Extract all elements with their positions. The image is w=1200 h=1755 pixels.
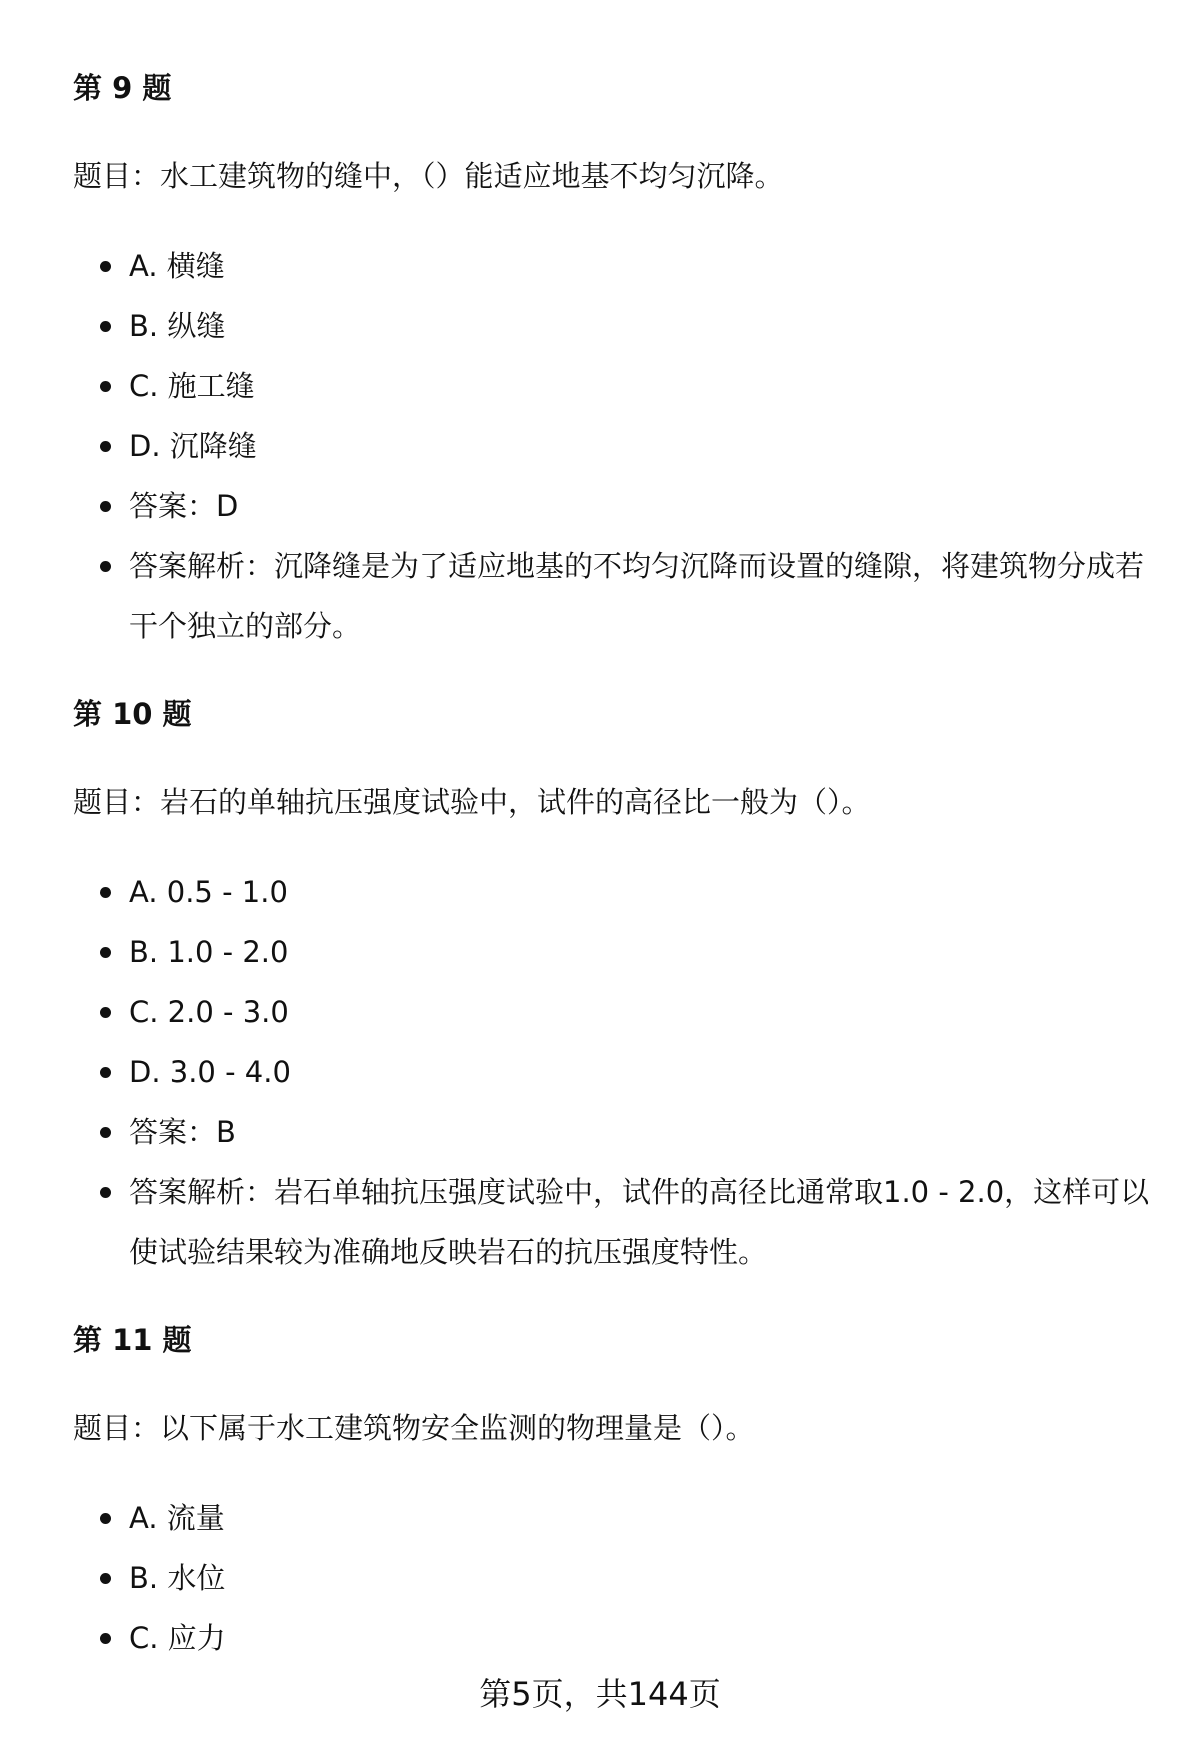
bullet-icon xyxy=(100,887,111,898)
page-footer: 第5页，共144页 xyxy=(479,1675,721,1713)
option-item xyxy=(73,356,1153,416)
answer-item xyxy=(73,476,1153,536)
option-text: A. 0.5 - 1.0 xyxy=(129,875,288,909)
option-text: A. 横缝 xyxy=(129,249,225,283)
option-text: B. 纵缝 xyxy=(129,309,226,343)
bullet-icon xyxy=(100,441,111,452)
question-9 xyxy=(73,68,1153,656)
option-item xyxy=(73,922,1153,982)
bullet-icon xyxy=(100,381,111,392)
question-heading: 第 9 题 xyxy=(73,71,172,105)
bullet-icon xyxy=(100,947,111,958)
question-stem: 题目：水工建筑物的缝中，（）能适应地基不均匀沉降。 xyxy=(73,159,784,193)
option-list xyxy=(73,862,1153,1282)
option-text: C. 施工缝 xyxy=(129,369,255,403)
option-text: A. 流量 xyxy=(129,1501,225,1535)
bullet-icon xyxy=(100,1067,111,1078)
option-item xyxy=(73,982,1153,1042)
bullet-icon xyxy=(100,1007,111,1018)
option-list xyxy=(73,236,1153,656)
explanation-item xyxy=(73,536,1153,656)
option-text: B. 1.0 - 2.0 xyxy=(129,935,289,969)
question-stem: 题目：岩石的单轴抗压强度试验中，试件的高径比一般为（）。 xyxy=(73,785,871,819)
bullet-icon xyxy=(100,561,111,572)
option-item xyxy=(73,236,1153,296)
option-text: B. 水位 xyxy=(129,1561,226,1595)
option-item xyxy=(73,862,1153,922)
option-item xyxy=(73,1488,1153,1548)
option-text: C. 应力 xyxy=(129,1621,226,1655)
option-item xyxy=(73,1548,1153,1608)
question-heading: 第 10 题 xyxy=(73,697,192,731)
explanation-text: 答案解析：岩石单轴抗压强度试验中，试件的高径比通常取1.0 - 2.0，这样可以使试验结果较为准确地反映岩石的抗压强度特性。 xyxy=(129,1175,1150,1269)
answer-text: 答案：B xyxy=(129,1115,236,1149)
bullet-icon xyxy=(100,261,111,272)
bullet-icon xyxy=(100,501,111,512)
bullet-icon xyxy=(100,1187,111,1198)
option-text: D. 沉降缝 xyxy=(129,429,257,463)
question-10 xyxy=(73,694,1153,1282)
option-item xyxy=(73,1608,1153,1668)
bullet-icon xyxy=(100,321,111,332)
answer-item xyxy=(73,1102,1153,1162)
option-item xyxy=(73,296,1153,356)
question-stem: 题目：以下属于水工建筑物安全监测的物理量是（）。 xyxy=(73,1411,755,1445)
answer-text: 答案：D xyxy=(129,489,239,523)
option-list xyxy=(73,1488,1153,1668)
option-item xyxy=(73,416,1153,476)
explanation-item xyxy=(73,1162,1153,1282)
option-item xyxy=(73,1042,1153,1102)
bullet-icon xyxy=(100,1513,111,1524)
bullet-icon xyxy=(100,1127,111,1138)
bullet-icon xyxy=(100,1633,111,1644)
option-text: D. 3.0 - 4.0 xyxy=(129,1055,291,1089)
question-11 xyxy=(73,1320,1153,1668)
question-heading: 第 11 题 xyxy=(73,1323,192,1357)
option-text: C. 2.0 - 3.0 xyxy=(129,995,289,1029)
explanation-text: 答案解析：沉降缝是为了适应地基的不均匀沉降而设置的缝隙，将建筑物分成若干个独立的部分。 xyxy=(129,549,1145,643)
bullet-icon xyxy=(100,1573,111,1584)
